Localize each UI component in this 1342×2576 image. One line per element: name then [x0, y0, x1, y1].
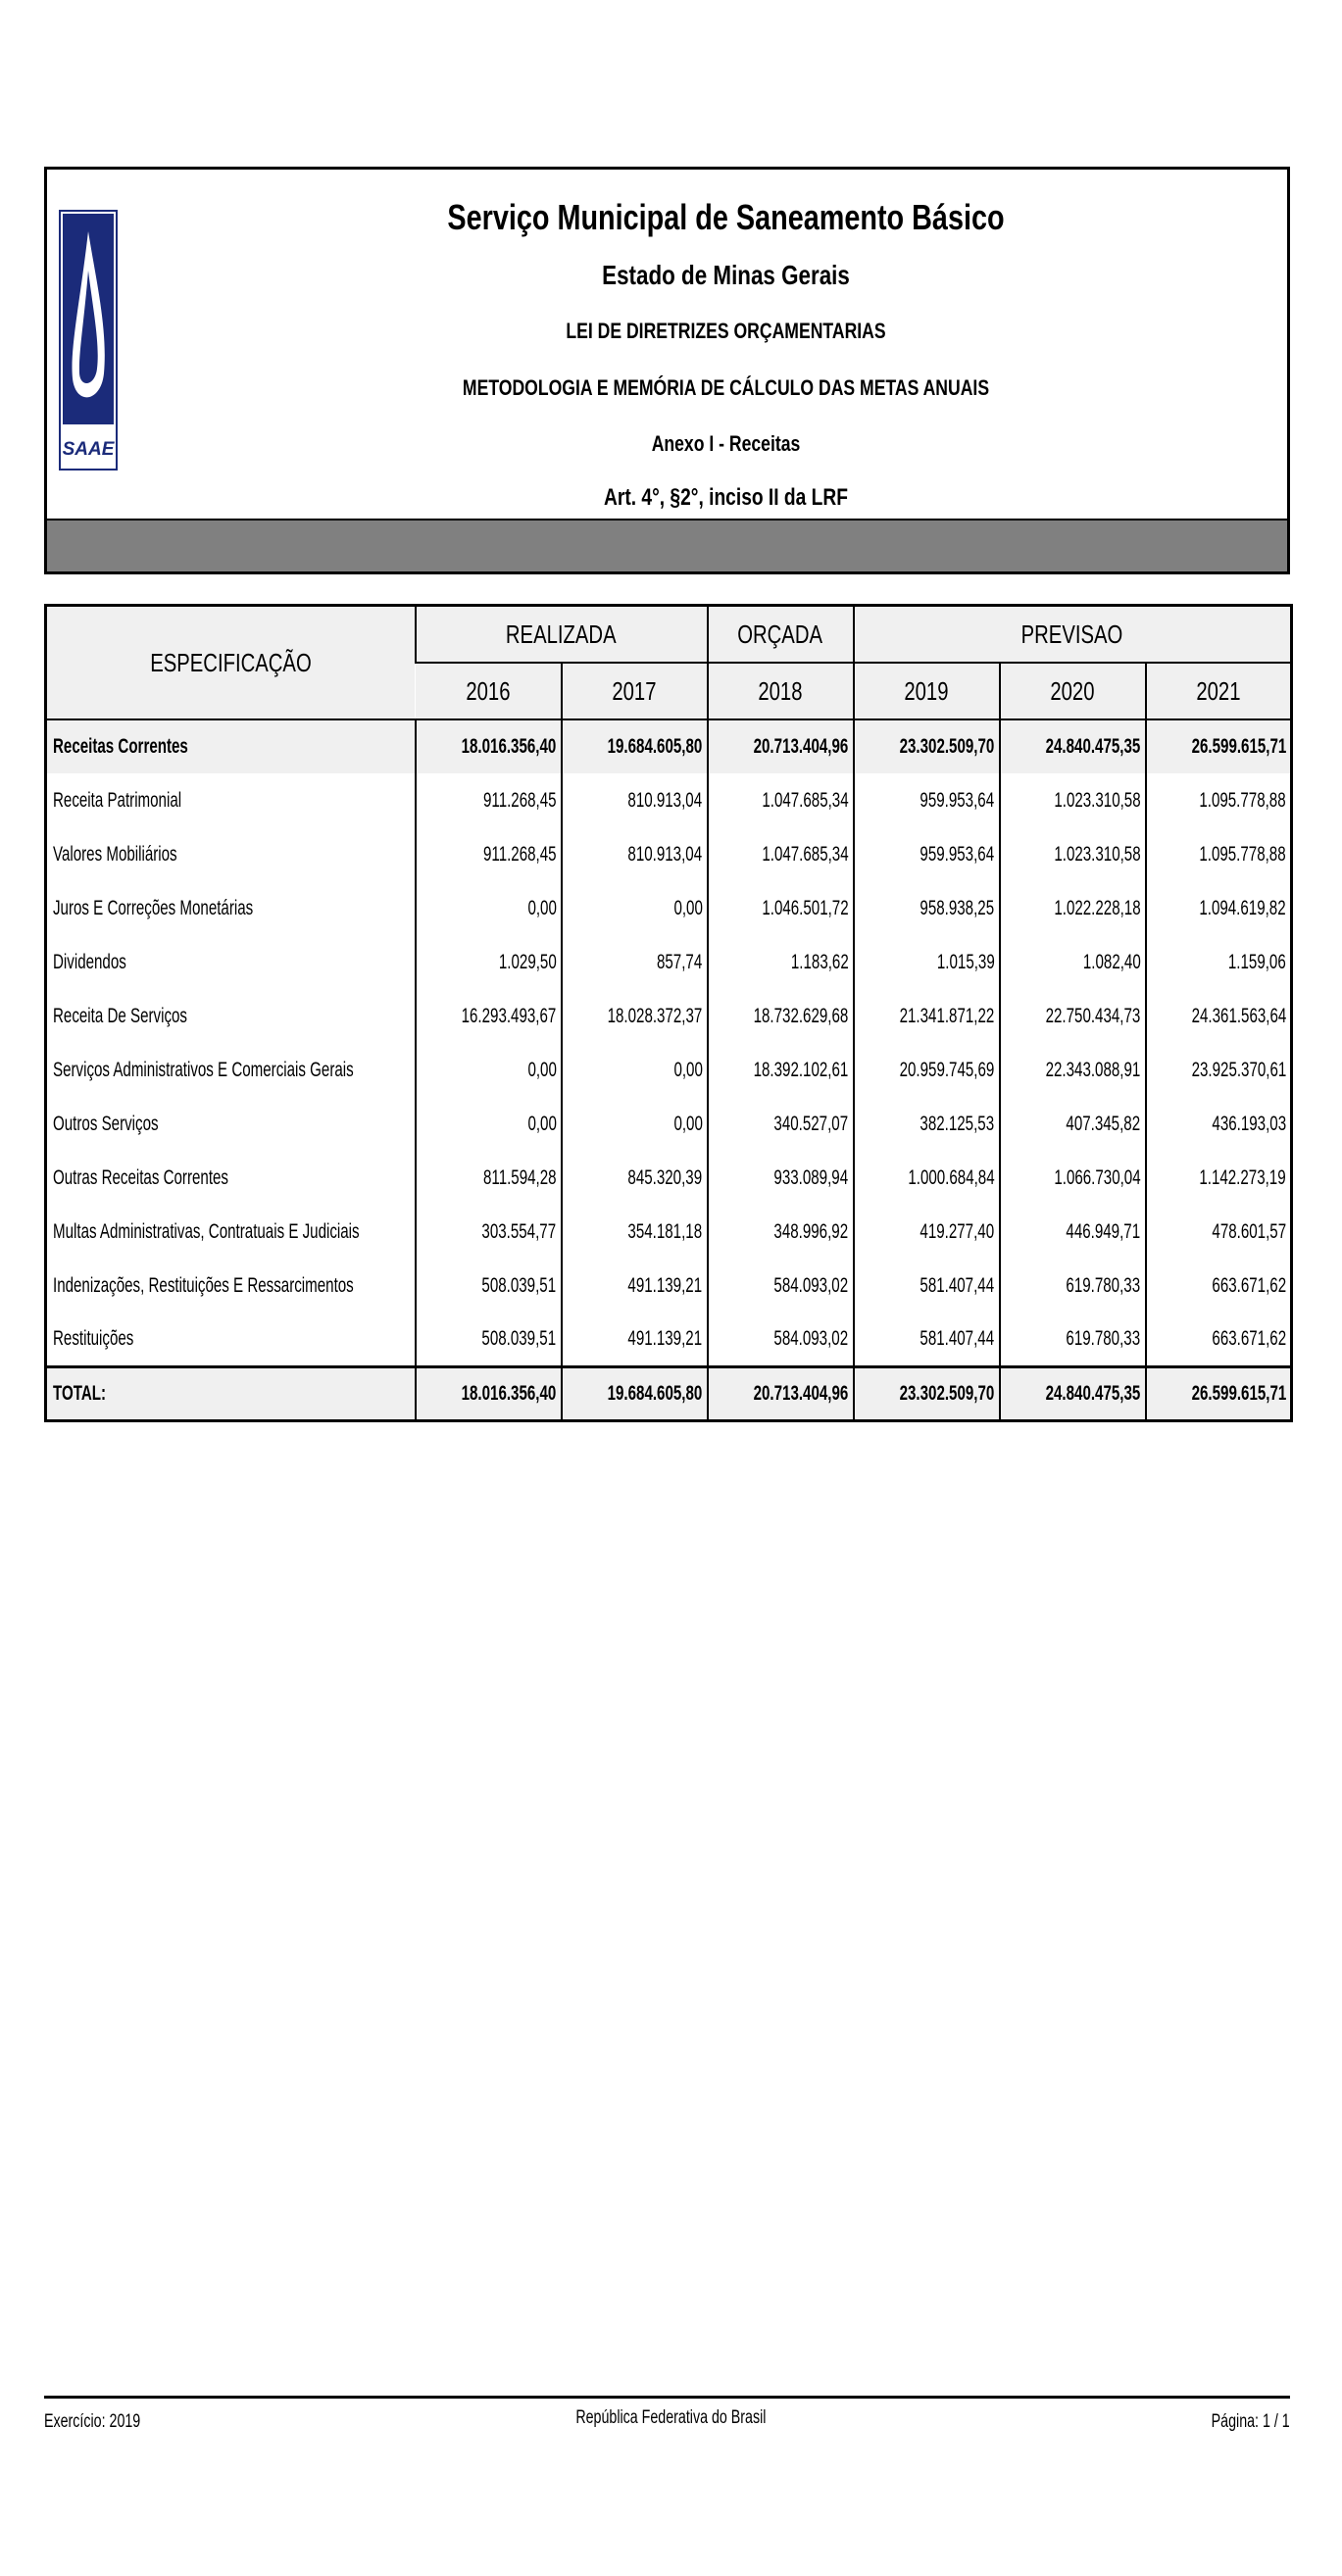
value-cell: 508.039,51 [416, 1313, 562, 1366]
value-cell: 407.345,82 [1000, 1097, 1146, 1151]
value-cell: 1.023.310,58 [1000, 827, 1146, 881]
value-cell: 845.320,39 [562, 1151, 708, 1205]
value-cell: 911.268,45 [416, 773, 562, 827]
value-cell: 584.093,02 [708, 1313, 854, 1366]
footer-page-number: Página: 1 / 1 [1211, 2411, 1290, 2432]
value-cell: 1.000.684,84 [854, 1151, 1000, 1205]
value-cell: 436.193,03 [1146, 1097, 1292, 1151]
annex-title: Anexo I - Receitas [651, 431, 801, 456]
revenue-table [44, 604, 1293, 1422]
value-cell: 1.023.310,58 [1000, 773, 1146, 827]
article-title: Art. 4°, §2°, inciso II da LRF [603, 484, 848, 511]
value-cell: 619.780,33 [1000, 1259, 1146, 1313]
law-title: LEI DE DIRETRIZES ORÇAMENTARIAS [566, 319, 886, 343]
table-row [46, 1313, 1292, 1366]
method-title: METODOLOGIA E MEMÓRIA DE CÁLCULO DAS METAS ANUAIS [462, 375, 990, 400]
table-row [46, 1205, 1292, 1259]
value-cell: 810.913,04 [562, 827, 708, 881]
value-cell: 1.082,40 [1000, 935, 1146, 989]
value-cell: 18.016.356,40 [416, 719, 562, 773]
value-cell: 18.016.356,40 [416, 1366, 562, 1420]
row-label: Receitas Correntes [46, 719, 416, 773]
year-header: 2021 [1146, 663, 1292, 719]
value-cell: 22.750.434,73 [1000, 989, 1146, 1043]
report-header [44, 167, 1290, 574]
state-title: Estado de Minas Gerais [602, 260, 850, 290]
footer-exercise: Exercício: 2019 [44, 2411, 141, 2432]
spec-header: ESPECIFICAÇÃO [46, 606, 416, 720]
value-cell: 1.047.685,34 [708, 773, 854, 827]
year-header: 2020 [1000, 663, 1146, 719]
value-cell: 1.142.273,19 [1146, 1151, 1292, 1205]
org-title: Serviço Municipal de Saneamento Básico [447, 197, 1005, 237]
row-label: Receita Patrimonial [53, 788, 182, 812]
value-cell: 22.343.088,91 [1000, 1043, 1146, 1097]
value-cell: 1.066.730,04 [1000, 1151, 1146, 1205]
value-cell: 19.684.605,80 [562, 719, 708, 773]
row-label: Outros Serviços [53, 1112, 159, 1135]
value-cell: 491.139,21 [562, 1259, 708, 1313]
table-row [46, 719, 1292, 773]
row-label: Indenizações, Restituições E Ressarcimentos [53, 1273, 354, 1297]
value-cell: 303.554,77 [416, 1205, 562, 1259]
year-header: 2017 [562, 663, 708, 719]
value-cell: 959.953,64 [854, 773, 1000, 827]
group-header-realizada: REALIZADA [416, 606, 708, 664]
value-cell: 354.181,18 [562, 1205, 708, 1259]
year-header: 2018 [708, 663, 854, 719]
value-cell: 508.039,51 [416, 1259, 562, 1313]
value-cell: 446.949,71 [1000, 1205, 1146, 1259]
header-titles [165, 187, 1287, 525]
table-row [46, 1043, 1292, 1097]
value-cell: 1.015,39 [854, 935, 1000, 989]
value-cell: 23.925.370,61 [1146, 1043, 1292, 1097]
value-cell: 1.095.778,88 [1146, 773, 1292, 827]
value-cell: 959.953,64 [854, 827, 1000, 881]
value-cell: 1.047.685,34 [708, 827, 854, 881]
value-cell: 21.341.871,22 [854, 989, 1000, 1043]
group-header-orcada: ORÇADA [708, 606, 854, 664]
value-cell: 419.277,40 [854, 1205, 1000, 1259]
value-cell: 23.302.509,70 [854, 1366, 1000, 1420]
value-cell: 18.028.372,37 [562, 989, 708, 1043]
value-cell: 18.732.629,68 [708, 989, 854, 1043]
value-cell: 1.094.619,82 [1146, 881, 1292, 935]
table-row [46, 989, 1292, 1043]
value-cell: 1.029,50 [416, 935, 562, 989]
value-cell: 857,74 [562, 935, 708, 989]
logo-text: SAAE [62, 439, 115, 460]
value-cell: 24.840.475,35 [1000, 1366, 1146, 1420]
footer-rule [44, 2396, 1290, 2399]
value-cell: 16.293.493,67 [416, 989, 562, 1043]
value-cell: 24.840.475,35 [1000, 719, 1146, 773]
row-label: Restituições [53, 1326, 134, 1350]
value-cell: 663.671,62 [1146, 1313, 1292, 1366]
footer-country: República Federativa do Brasil [575, 2407, 767, 2428]
value-cell: 478.601,57 [1146, 1205, 1292, 1259]
table-row [46, 773, 1292, 827]
value-cell: 584.093,02 [708, 1259, 854, 1313]
value-cell: 19.684.605,80 [562, 1366, 708, 1420]
value-cell: 20.713.404,96 [708, 1366, 854, 1420]
value-cell: 663.671,62 [1146, 1259, 1292, 1313]
value-cell: 491.139,21 [562, 1313, 708, 1366]
value-cell: 26.599.615,71 [1146, 719, 1292, 773]
row-label: Outras Receitas Correntes [53, 1165, 228, 1189]
water-drop-logo-icon [61, 212, 116, 469]
table-row [46, 935, 1292, 989]
row-label: Serviços Administrativos E Comerciais Gerais [53, 1058, 354, 1081]
value-cell: 20.959.745,69 [854, 1043, 1000, 1097]
value-cell: 810.913,04 [562, 773, 708, 827]
total-row [46, 1366, 1292, 1420]
value-cell: 619.780,33 [1000, 1313, 1146, 1366]
value-cell: 348.996,92 [708, 1205, 854, 1259]
row-label: Dividendos [53, 950, 126, 973]
group-header-previsao: PREVISAO [854, 606, 1292, 664]
value-cell: 340.527,07 [708, 1097, 854, 1151]
table-row [46, 1151, 1292, 1205]
value-cell: 581.407,44 [854, 1259, 1000, 1313]
row-label: Receita De Serviços [53, 1004, 187, 1027]
row-label: Valores Mobiliários [53, 842, 177, 866]
value-cell: 26.599.615,71 [1146, 1366, 1292, 1420]
value-cell: 23.302.509,70 [854, 719, 1000, 773]
table-row [46, 1259, 1292, 1313]
table-row [46, 827, 1292, 881]
row-label: Multas Administrativas, Contratuais E Judiciais [53, 1219, 360, 1243]
value-cell: 1.159,06 [1146, 935, 1292, 989]
row-label: TOTAL: [46, 1366, 416, 1420]
value-cell: 18.392.102,61 [708, 1043, 854, 1097]
value-cell: 933.089,94 [708, 1151, 854, 1205]
year-header: 2016 [416, 663, 562, 719]
value-cell: 1.022.228,18 [1000, 881, 1146, 935]
value-cell: 20.713.404,96 [708, 719, 854, 773]
value-cell: 1.183,62 [708, 935, 854, 989]
value-cell: 0,00 [416, 881, 562, 935]
row-label: Juros E Correções Monetárias [53, 896, 254, 919]
table-row [46, 1097, 1292, 1151]
value-cell: 1.046.501,72 [708, 881, 854, 935]
value-cell: 0,00 [416, 1097, 562, 1151]
table-row [46, 881, 1292, 935]
value-cell: 0,00 [562, 1043, 708, 1097]
value-cell: 811.594,28 [416, 1151, 562, 1205]
value-cell: 0,00 [416, 1043, 562, 1097]
header-gray-band [47, 519, 1287, 571]
value-cell: 581.407,44 [854, 1313, 1000, 1366]
value-cell: 24.361.563,64 [1146, 989, 1292, 1043]
value-cell: 1.095.778,88 [1146, 827, 1292, 881]
value-cell: 0,00 [562, 881, 708, 935]
value-cell: 0,00 [562, 1097, 708, 1151]
value-cell: 911.268,45 [416, 827, 562, 881]
saae-logo [59, 210, 118, 471]
value-cell: 958.938,25 [854, 881, 1000, 935]
value-cell: 382.125,53 [854, 1097, 1000, 1151]
year-header: 2019 [854, 663, 1000, 719]
